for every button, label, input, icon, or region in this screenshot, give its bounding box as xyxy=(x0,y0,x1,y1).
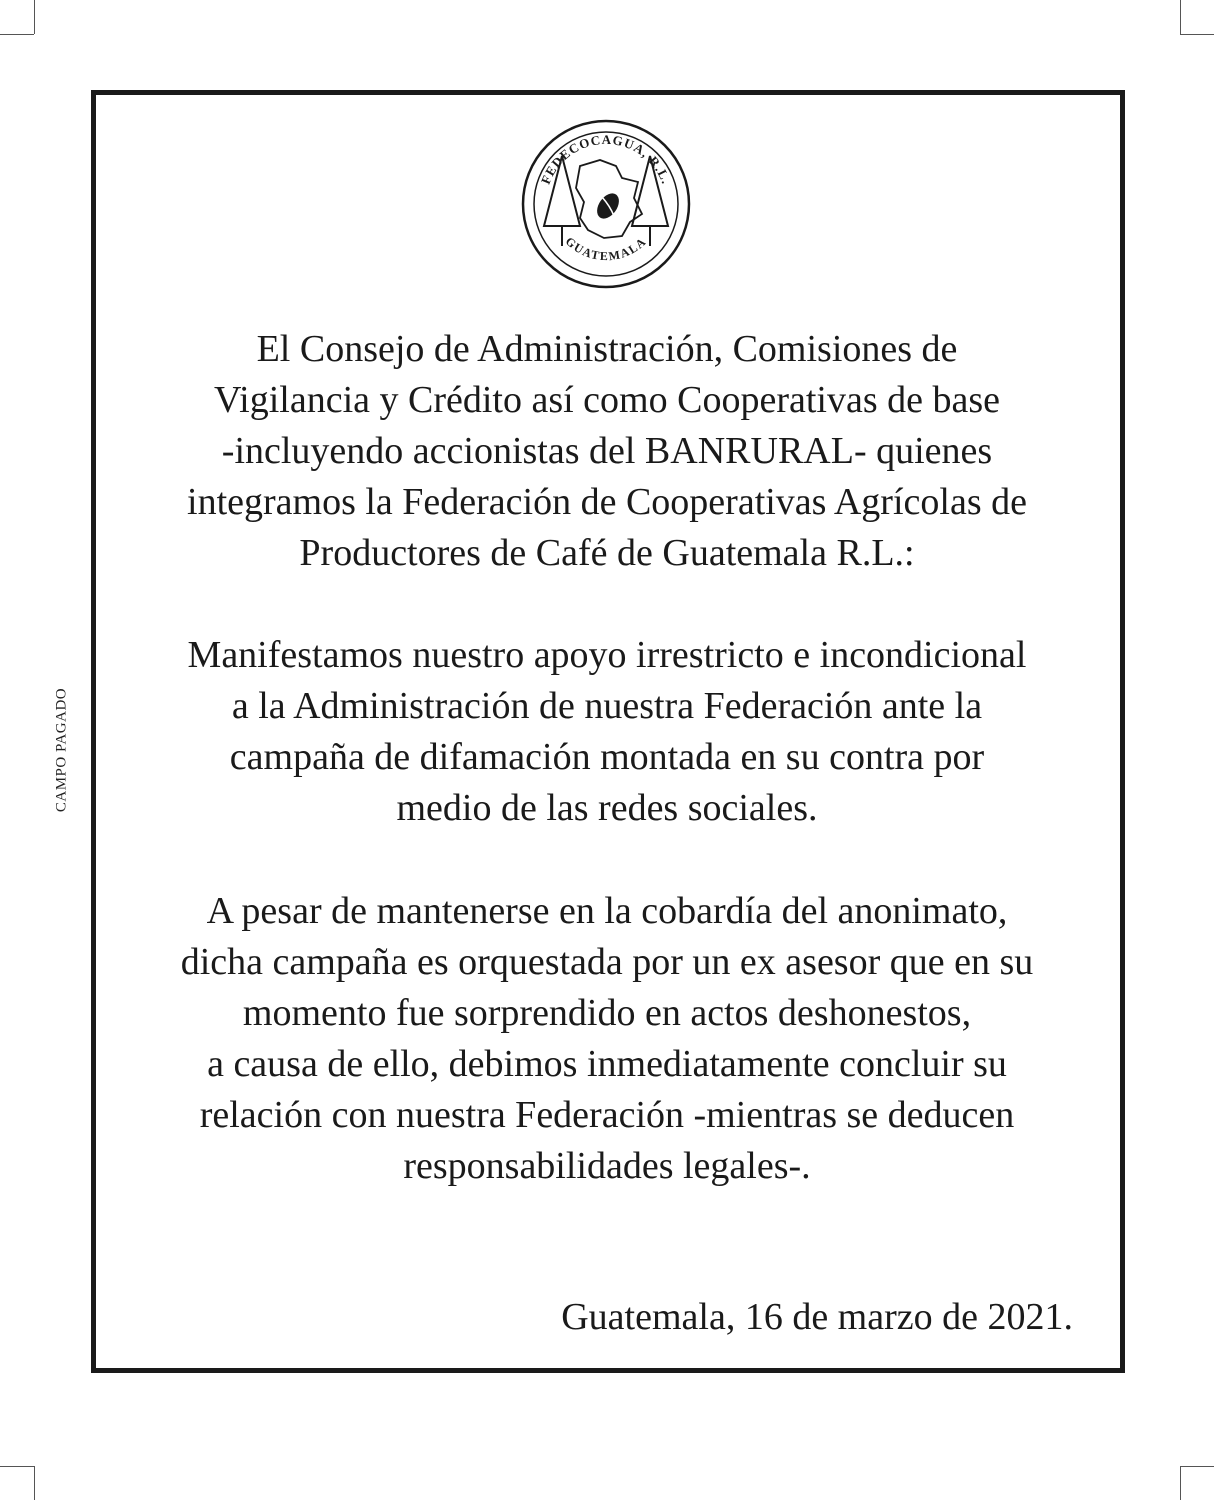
crop-mark xyxy=(34,0,35,34)
crop-mark xyxy=(0,1466,34,1467)
date-line: Guatemala, 16 de marzo de 2021. xyxy=(561,1296,1073,1338)
crop-mark xyxy=(0,34,34,35)
crop-mark xyxy=(1180,34,1214,35)
fedecocagua-logo xyxy=(520,118,692,290)
crop-mark xyxy=(34,1466,35,1500)
tree-icon xyxy=(632,156,668,246)
crop-mark xyxy=(1180,1466,1214,1467)
coffee-bean-icon xyxy=(593,189,624,222)
svg-text:FEDECOCAGUA, R.L. xyxy=(538,132,674,186)
paid-notice-label: CAMPO PAGADO xyxy=(53,687,70,813)
crop-mark xyxy=(1180,1466,1181,1500)
support-paragraph: Manifestamos nuestro apoyo irrestricto e incondicional a la Administración de nuestra Federación ante la campaña de difamación montada en su contra por medio de las redes sociales. xyxy=(187,634,1027,829)
logo-top-text: FEDECOCAGUA, R.L. xyxy=(537,131,675,187)
campaign-paragraph: A pesar de mantenerse en la cobardía del anonimato, dicha campaña es orquestada por un ex asesor que en su momento fue sorprendido en actos deshonestos, a causa de ello, debimos inmediatamente concluir su relación con nuestra Federación -mientras se deducen responsabilidades legales-. xyxy=(180,890,1034,1187)
logo-bottom-text: GUATEMALA xyxy=(562,234,650,264)
crop-mark xyxy=(1180,0,1181,34)
intro-paragraph: El Consejo de Administración, Comisiones de Vigilancia y Crédito así como Cooperativas de base -incluyendo accionistas del BANRURAL- quienes integramos la Federación de Cooperativas Agrícolas de Productores de Café de Guatemala R.L.: xyxy=(187,328,1027,574)
